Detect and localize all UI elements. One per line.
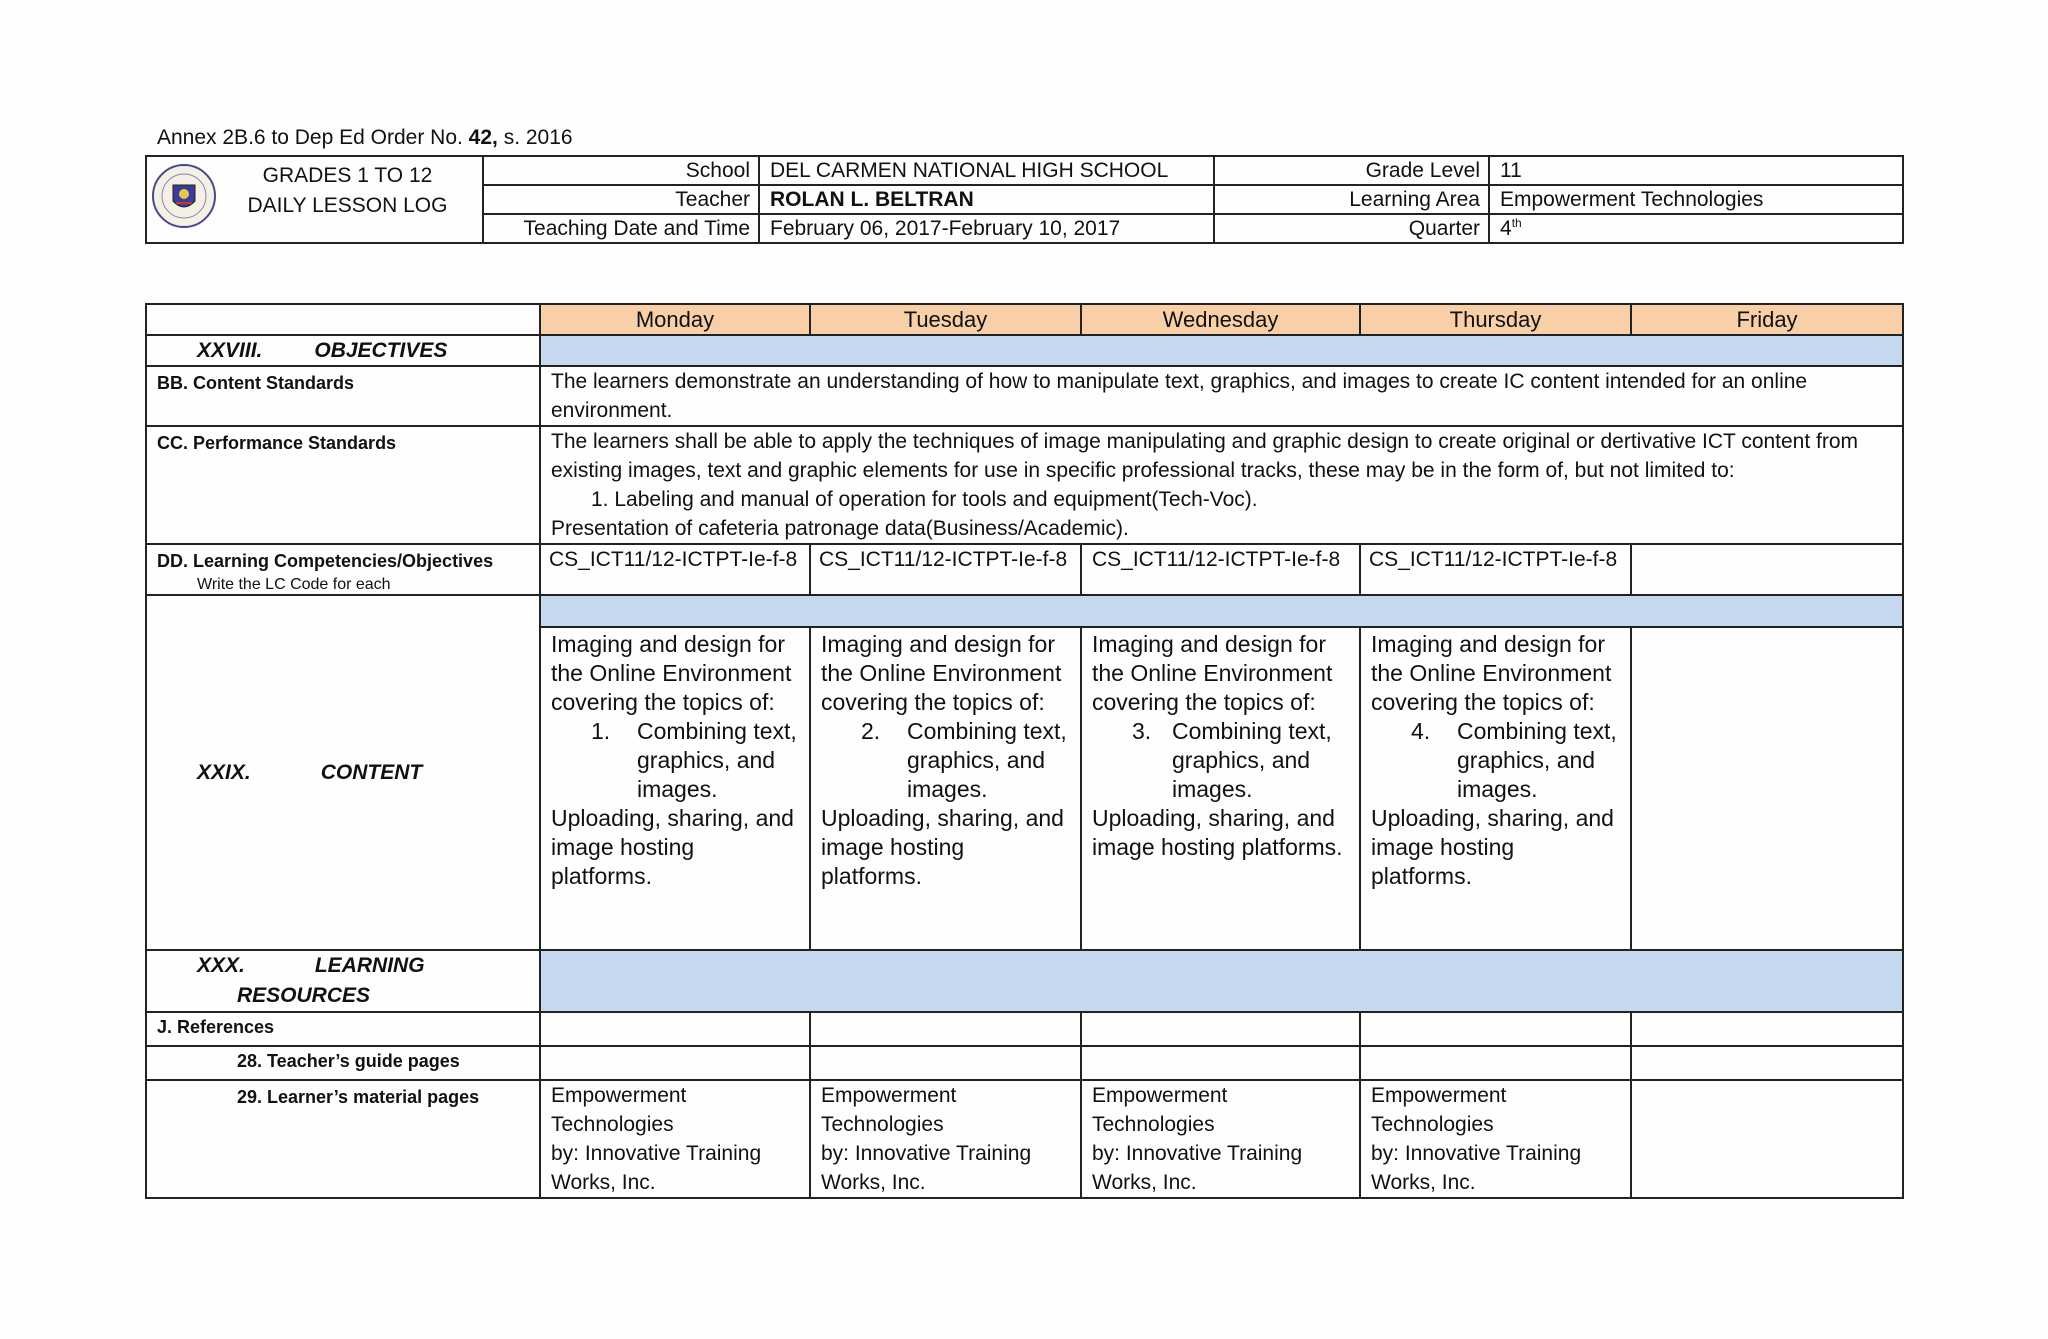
material-thursday-line3: by: Innovative Training: [1371, 1142, 1582, 1165]
content-monday-item-num: 1.: [591, 718, 611, 744]
resources-band: [540, 950, 1903, 1012]
material-wednesday-line4: Works, Inc.: [1092, 1171, 1197, 1194]
learning-area-label: Learning Area: [1214, 185, 1489, 214]
content-tuesday-item-num: 2.: [861, 718, 881, 744]
learning-competencies-sublabel: Write the LC Code for each: [197, 576, 391, 593]
content-tuesday-item: [821, 717, 1070, 804]
quarter-value: [1489, 214, 1903, 243]
content-wednesday-intro: Imaging and design for the Online Environment covering the topics of:: [1092, 631, 1333, 715]
references-wednesday: [1081, 1012, 1360, 1046]
references-tuesday: [810, 1012, 1081, 1046]
content-monday-outro: Uploading, sharing, and image hosting platforms.: [551, 805, 794, 889]
material-thursday-line1: Empowerment: [1371, 1084, 1507, 1107]
references-friday: [1631, 1012, 1903, 1046]
content-thursday-intro: Imaging and design for the Online Environment covering the topics of:: [1371, 631, 1612, 715]
content-monday-item: [551, 717, 799, 804]
annex-order-number: 42,: [468, 126, 498, 149]
content-label: CONTENT: [320, 761, 423, 784]
material-wednesday-line3: by: Innovative Training: [1092, 1142, 1303, 1165]
teachers-guide-thursday: [1360, 1046, 1631, 1080]
resources-heading: [146, 950, 540, 1012]
lc-code-wednesday: CS_ICT11/12-ICTPT-Ie-f-8: [1081, 544, 1360, 595]
content-thursday-item: [1371, 717, 1620, 804]
learners-material-row: [146, 1080, 1903, 1198]
lesson-log-table: [145, 303, 1904, 1199]
content-standards-label: BB. Content Standards: [146, 366, 540, 426]
header-title-line1: GRADES 1 TO 12: [262, 164, 433, 187]
learning-competencies-label-cell: [146, 544, 540, 595]
objectives-band: [540, 335, 1903, 366]
learners-material-monday: [540, 1080, 810, 1198]
annex-prefix: Annex 2B.6 to Dep Ed Order No.: [157, 126, 469, 149]
objectives-label: OBJECTIVES: [314, 339, 448, 362]
content-tuesday-outro: Uploading, sharing, and image hosting platforms.: [821, 805, 1064, 889]
grade-level-label: Grade Level: [1214, 156, 1489, 185]
day-thursday: Thursday: [1360, 304, 1631, 335]
header-title-cell: [146, 156, 483, 243]
teachers-guide-wednesday: [1081, 1046, 1360, 1080]
content-wednesday-item: [1092, 717, 1349, 804]
teacher-label: Teacher: [483, 185, 759, 214]
learning-competencies-row: [146, 544, 1903, 595]
material-thursday-line4: Works, Inc.: [1371, 1171, 1476, 1194]
content-monday-item-text: Combining text, graphics, and images.: [637, 718, 797, 802]
learning-area-value: Empowerment Technologies: [1489, 185, 1903, 214]
content-thursday-outro: Uploading, sharing, and image hosting platforms.: [1371, 805, 1614, 889]
lc-code-monday: CS_ICT11/12-ICTPT-Ie-f-8: [540, 544, 810, 595]
objectives-section-row: [146, 335, 1903, 366]
content-tuesday: [810, 627, 1081, 950]
day-friday: Friday: [1631, 304, 1903, 335]
grade-level-value: 11: [1489, 156, 1903, 185]
material-monday-line4: Works, Inc.: [551, 1171, 656, 1194]
material-wednesday-line2: Technologies: [1092, 1113, 1215, 1136]
performance-standards-item: 1. Labeling and manual of operation for tools and equipment(Tech-Voc).: [591, 488, 1258, 511]
references-monday: [540, 1012, 810, 1046]
teaching-date-label: Teaching Date and Time: [483, 214, 759, 243]
learning-competencies-label: DD. Learning Competencies/Objectives: [157, 551, 494, 571]
content-thursday-item-num: 4.: [1411, 718, 1431, 744]
lc-code-friday: [1631, 544, 1903, 595]
performance-standards-intro: The learners shall be able to apply the techniques of image manipulating and graphic design to create original or dertivative ICT content from existing images, text and graphic elements for use in specific professional tracks, these may be in the form of, but not limited to:: [551, 430, 1859, 482]
quarter-number: 4: [1500, 217, 1512, 240]
learners-material-label: 29. Learner’s material pages: [146, 1080, 540, 1198]
resources-label-1: LEARNING: [314, 954, 425, 977]
learners-material-thursday: [1360, 1080, 1631, 1198]
material-monday-line3: by: Innovative Training: [551, 1142, 762, 1165]
teaching-date-value: February 06, 2017-February 10, 2017: [759, 214, 1214, 243]
learners-material-tuesday: [810, 1080, 1081, 1198]
content-number: XXIX.: [197, 761, 251, 784]
references-thursday: [1360, 1012, 1631, 1046]
material-monday-line1: Empowerment: [551, 1084, 687, 1107]
content-section-band-row: [146, 595, 1903, 627]
performance-standards-label: CC. Performance Standards: [146, 426, 540, 544]
performance-standards-row: [146, 426, 1903, 544]
material-wednesday-line1: Empowerment: [1092, 1084, 1228, 1107]
corner-cell: [146, 304, 540, 335]
content-thursday: [1360, 627, 1631, 950]
day-monday: Monday: [540, 304, 810, 335]
quarter-suffix: th: [1511, 216, 1522, 230]
learners-material-wednesday: [1081, 1080, 1360, 1198]
lc-code-tuesday: CS_ICT11/12-ICTPT-Ie-f-8: [810, 544, 1081, 595]
teachers-guide-label: 28. Teacher’s guide pages: [146, 1046, 540, 1080]
resources-label-2: RESOURCES: [237, 984, 371, 1007]
resources-number: XXX.: [197, 954, 245, 977]
content-standards-row: [146, 366, 1903, 426]
content-monday-intro: Imaging and design for the Online Environment covering the topics of:: [551, 631, 792, 715]
content-band: [540, 595, 1903, 627]
day-wednesday: Wednesday: [1081, 304, 1360, 335]
material-tuesday-line3: by: Innovative Training: [821, 1142, 1032, 1165]
objectives-heading: [146, 335, 540, 366]
references-label: J. References: [146, 1012, 540, 1046]
deped-seal-icon: [151, 159, 217, 233]
material-thursday-line2: Technologies: [1371, 1113, 1494, 1136]
objectives-number: XXVIII.: [197, 339, 263, 362]
performance-standards-text: [540, 426, 1903, 544]
learners-material-friday: [1631, 1080, 1903, 1198]
teachers-guide-monday: [540, 1046, 810, 1080]
school-label: School: [483, 156, 759, 185]
annex-suffix: s. 2016: [497, 126, 573, 149]
content-tuesday-item-text: Combining text, graphics, and images.: [907, 718, 1067, 802]
day-tuesday: Tuesday: [810, 304, 1081, 335]
references-row: [146, 1012, 1903, 1046]
content-friday: [1631, 627, 1903, 950]
content-wednesday: [1081, 627, 1360, 950]
header-title-line2: DAILY LESSON LOG: [247, 194, 448, 217]
content-thursday-item-text: Combining text, graphics, and images.: [1457, 718, 1617, 802]
header-table: [145, 155, 1904, 244]
content-wednesday-item-num: 3.: [1132, 718, 1152, 744]
quarter-label: Quarter: [1214, 214, 1489, 243]
annex-caption: [157, 126, 573, 150]
school-value: DEL CARMEN NATIONAL HIGH SCHOOL: [759, 156, 1214, 185]
material-monday-line2: Technologies: [551, 1113, 674, 1136]
resources-section-row: [146, 950, 1903, 1012]
teachers-guide-tuesday: [810, 1046, 1081, 1080]
performance-standards-closing: Presentation of cafeteria patronage data(Business/Academic).: [551, 517, 1129, 540]
content-wednesday-item-text: Combining text, graphics, and images.: [1172, 718, 1332, 802]
teachers-guide-friday: [1631, 1046, 1903, 1080]
material-tuesday-line4: Works, Inc.: [821, 1171, 926, 1194]
lc-code-thursday: CS_ICT11/12-ICTPT-Ie-f-8: [1360, 544, 1631, 595]
teachers-guide-row: [146, 1046, 1903, 1080]
days-header-row: [146, 304, 1903, 335]
content-tuesday-intro: Imaging and design for the Online Environment covering the topics of:: [821, 631, 1062, 715]
content-wednesday-outro: Uploading, sharing, and image hosting platforms.: [1092, 805, 1343, 860]
content-heading: [146, 595, 540, 950]
content-standards-text: The learners demonstrate an understanding of how to manipulate text, graphics, and images to create IC content intended for an online environment.: [540, 366, 1903, 426]
teacher-value: ROLAN L. BELTRAN: [759, 185, 1214, 214]
material-tuesday-line2: Technologies: [821, 1113, 944, 1136]
material-tuesday-line1: Empowerment: [821, 1084, 957, 1107]
content-monday: [540, 627, 810, 950]
